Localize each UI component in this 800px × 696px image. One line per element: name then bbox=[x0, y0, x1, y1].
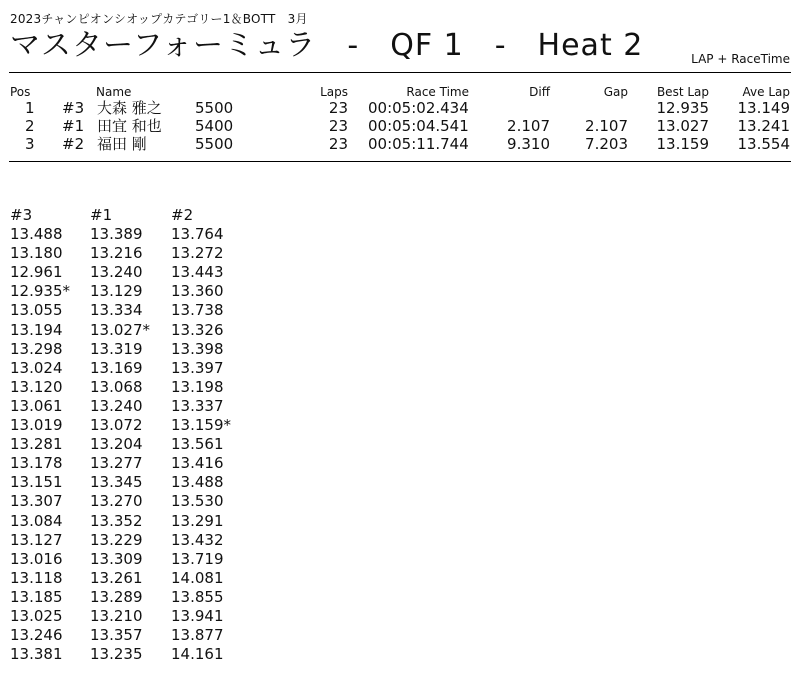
lap-time-cell: 13.360 bbox=[171, 282, 224, 301]
lap-row bbox=[10, 397, 270, 416]
result-rows bbox=[0, 99, 800, 153]
lap-time-cell: 13.309 bbox=[90, 549, 143, 568]
lap-time-cell: 13.272 bbox=[171, 244, 224, 263]
header-name: Name bbox=[96, 85, 132, 99]
lap-time-cell: 13.764 bbox=[171, 225, 224, 244]
lap-time-cell: 13.326 bbox=[171, 320, 224, 339]
lap-time-cell: 13.416 bbox=[171, 454, 224, 473]
ave-lap-cell: 13.241 bbox=[737, 117, 790, 135]
lap-time-cell: 13.180 bbox=[10, 244, 63, 263]
lap-column-header: #1 bbox=[90, 206, 113, 224]
bottom-divider bbox=[9, 161, 791, 162]
lap-time-cell: 13.941 bbox=[171, 606, 224, 625]
class-cell: 5500 bbox=[195, 99, 234, 117]
lap-time-cell: 12.935* bbox=[10, 282, 70, 301]
lap-time-cell: 13.019 bbox=[10, 416, 63, 435]
header-laps: Laps bbox=[320, 85, 348, 99]
driver-name-cell: 田宜 和也 bbox=[97, 117, 162, 135]
lap-time-cell: 13.291 bbox=[171, 511, 224, 530]
lap-time-cell: 13.398 bbox=[171, 339, 224, 358]
lap-time-cell: 14.161 bbox=[171, 645, 224, 664]
lap-column-header: #3 bbox=[10, 206, 33, 224]
lap-time-cell: 13.334 bbox=[90, 301, 143, 320]
lap-table bbox=[10, 206, 270, 664]
lap-row bbox=[10, 225, 270, 244]
gap-cell: 7.203 bbox=[585, 135, 628, 153]
laps-cell: 23 bbox=[328, 117, 348, 135]
lap-row bbox=[10, 263, 270, 282]
results-header-row bbox=[0, 85, 800, 99]
lap-time-cell: 13.561 bbox=[171, 435, 224, 454]
lap-time-cell: 13.277 bbox=[90, 454, 143, 473]
car-number-cell: #3 bbox=[62, 99, 85, 117]
header-pos: Pos bbox=[10, 85, 31, 99]
race-time-cell: 00:05:04.541 bbox=[368, 117, 469, 135]
lap-row bbox=[10, 531, 270, 550]
lap-row bbox=[10, 645, 270, 664]
lap-time-cell: 13.118 bbox=[10, 568, 63, 587]
result-row bbox=[0, 99, 800, 117]
ave-lap-cell: 13.149 bbox=[737, 99, 790, 117]
lap-time-cell: 13.061 bbox=[10, 396, 63, 415]
driver-name-cell: 大森 雅之 bbox=[97, 99, 162, 117]
lap-time-cell: 13.298 bbox=[10, 339, 63, 358]
race-time-cell: 00:05:11.744 bbox=[368, 135, 469, 153]
lap-time-cell: 13.240 bbox=[90, 396, 143, 415]
gap-cell: 2.107 bbox=[585, 117, 628, 135]
lap-time-cell: 13.198 bbox=[171, 377, 224, 396]
laps-cell: 23 bbox=[328, 135, 348, 153]
lap-header-row bbox=[10, 206, 270, 225]
lap-time-cell: 13.169 bbox=[90, 358, 143, 377]
lap-time-cell: 13.261 bbox=[90, 568, 143, 587]
lap-row bbox=[10, 626, 270, 645]
lap-row bbox=[10, 588, 270, 607]
lap-time-cell: 13.357 bbox=[90, 626, 143, 645]
lap-time-cell: 13.127 bbox=[10, 530, 63, 549]
subtitle: 2023チャンピオンシオップカテゴリー1＆BOTT 3月 bbox=[10, 12, 308, 26]
lap-time-cell: 14.081 bbox=[171, 568, 224, 587]
lap-time-cell: 13.345 bbox=[90, 473, 143, 492]
pos-cell: 3 bbox=[25, 135, 35, 153]
result-row bbox=[0, 117, 800, 135]
title-right-label: LAP + RaceTime bbox=[691, 52, 790, 66]
lap-time-cell: 13.488 bbox=[171, 473, 224, 492]
lap-time-cell: 13.151 bbox=[10, 473, 63, 492]
lap-row bbox=[10, 435, 270, 454]
lap-time-cell: 13.027* bbox=[90, 320, 150, 339]
lap-row bbox=[10, 340, 270, 359]
header-gap: Gap bbox=[603, 85, 628, 99]
diff-cell: 9.310 bbox=[507, 135, 550, 153]
lap-time-cell: 13.270 bbox=[90, 492, 143, 511]
lap-time-cell: 13.216 bbox=[90, 244, 143, 263]
lap-time-cell: 13.319 bbox=[90, 339, 143, 358]
lap-row bbox=[10, 492, 270, 511]
lap-time-cell: 13.397 bbox=[171, 358, 224, 377]
best-lap-cell: 13.159 bbox=[656, 135, 709, 153]
lap-row bbox=[10, 416, 270, 435]
lap-time-cell: 13.016 bbox=[10, 549, 63, 568]
class-cell: 5400 bbox=[195, 117, 234, 135]
lap-time-cell: 13.072 bbox=[90, 416, 143, 435]
lap-time-cell: 13.055 bbox=[10, 301, 63, 320]
lap-time-cell: 13.159* bbox=[171, 416, 231, 435]
top-divider bbox=[9, 72, 791, 73]
diff-cell: 2.107 bbox=[507, 117, 550, 135]
lap-time-cell: 13.240 bbox=[90, 263, 143, 282]
lap-time-cell: 13.084 bbox=[10, 511, 63, 530]
header-diff: Diff bbox=[529, 85, 550, 99]
car-number-cell: #2 bbox=[62, 135, 85, 153]
class-cell: 5500 bbox=[195, 135, 234, 153]
lap-row bbox=[10, 359, 270, 378]
lap-time-cell: 13.337 bbox=[171, 396, 224, 415]
lap-row bbox=[10, 244, 270, 263]
pos-cell: 2 bbox=[25, 117, 35, 135]
lap-row bbox=[10, 282, 270, 301]
lap-time-cell: 13.129 bbox=[90, 282, 143, 301]
driver-name-cell: 福田 剛 bbox=[97, 135, 147, 153]
lap-time-cell: 13.738 bbox=[171, 301, 224, 320]
best-lap-cell: 13.027 bbox=[656, 117, 709, 135]
lap-row bbox=[10, 569, 270, 588]
lap-time-cell: 13.432 bbox=[171, 530, 224, 549]
lap-row bbox=[10, 473, 270, 492]
lap-time-cell: 13.025 bbox=[10, 606, 63, 625]
laps-cell: 23 bbox=[328, 99, 348, 117]
lap-time-cell: 13.530 bbox=[171, 492, 224, 511]
lap-time-cell: 13.389 bbox=[90, 225, 143, 244]
lap-time-cell: 13.120 bbox=[10, 377, 63, 396]
lap-time-cell: 13.210 bbox=[90, 606, 143, 625]
lap-time-cell: 13.307 bbox=[10, 492, 63, 511]
lap-time-cell: 13.185 bbox=[10, 587, 63, 606]
header-ave-lap: Ave Lap bbox=[742, 85, 790, 99]
lap-time-cell: 13.204 bbox=[90, 435, 143, 454]
lap-time-cell: 13.024 bbox=[10, 358, 63, 377]
lap-time-cell: 13.381 bbox=[10, 645, 63, 664]
lap-time-cell: 13.235 bbox=[90, 645, 143, 664]
lap-column-header: #2 bbox=[171, 206, 194, 224]
lap-row bbox=[10, 512, 270, 531]
lap-time-cell: 13.855 bbox=[171, 587, 224, 606]
lap-row bbox=[10, 550, 270, 569]
lap-time-cell: 13.281 bbox=[10, 435, 63, 454]
results-table bbox=[0, 85, 800, 153]
lap-time-cell: 13.719 bbox=[171, 549, 224, 568]
header-best-lap: Best Lap bbox=[656, 85, 709, 99]
lap-rows bbox=[10, 206, 270, 664]
lap-time-cell: 13.488 bbox=[10, 225, 63, 244]
page-title: マスターフォーミュラ - QF 1 - Heat 2 bbox=[10, 28, 644, 63]
race-time-cell: 00:05:02.434 bbox=[368, 99, 469, 117]
lap-time-cell: 13.352 bbox=[90, 511, 143, 530]
header-race-time: Race Time bbox=[406, 85, 469, 99]
lap-row bbox=[10, 607, 270, 626]
result-row bbox=[0, 135, 800, 153]
lap-row bbox=[10, 301, 270, 320]
car-number-cell: #1 bbox=[62, 117, 85, 135]
best-lap-cell: 12.935 bbox=[656, 99, 709, 117]
pos-cell: 1 bbox=[25, 99, 35, 117]
lap-row bbox=[10, 321, 270, 340]
lap-time-cell: 13.289 bbox=[90, 587, 143, 606]
lap-time-cell: 13.877 bbox=[171, 626, 224, 645]
lap-time-cell: 13.068 bbox=[90, 377, 143, 396]
lap-time-cell: 13.229 bbox=[90, 530, 143, 549]
lap-time-cell: 13.194 bbox=[10, 320, 63, 339]
lap-row bbox=[10, 378, 270, 397]
lap-time-cell: 13.246 bbox=[10, 626, 63, 645]
lap-time-cell: 13.178 bbox=[10, 454, 63, 473]
lap-row bbox=[10, 454, 270, 473]
lap-time-cell: 12.961 bbox=[10, 263, 63, 282]
lap-time-cell: 13.443 bbox=[171, 263, 224, 282]
ave-lap-cell: 13.554 bbox=[737, 135, 790, 153]
